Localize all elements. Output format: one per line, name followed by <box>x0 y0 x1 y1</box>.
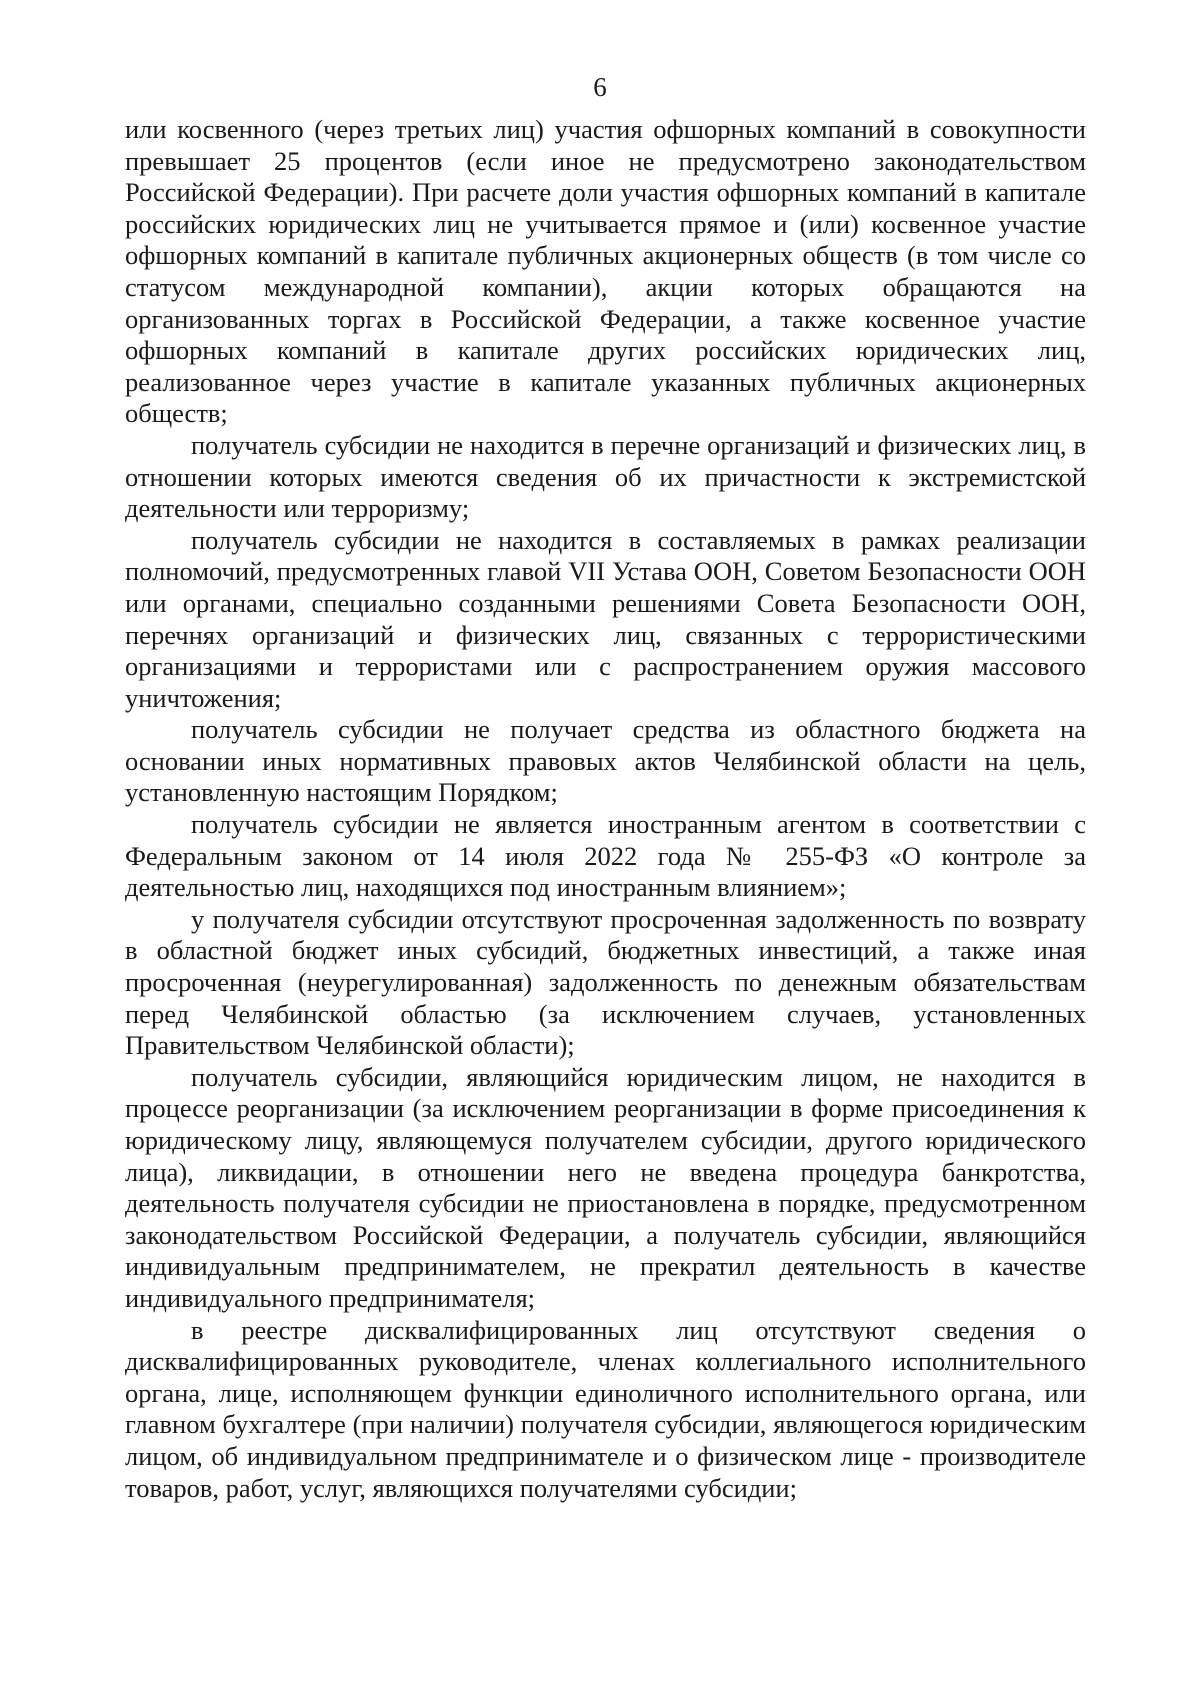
page-number: 6 <box>593 72 607 102</box>
paragraph-disqualified-persons: в реестре дисквалифицированных лиц отсутствуют сведения о дисквалифицированных руководителе, членах коллегиального исполнительного органа, лице, исполняющем функции единоличного исполнительного органа, или главном бухгалтере (при наличии) получателя субсидии, являющегося юридическим лицом, об индивидуальном предпринимателе и о физическом лице - производителе товаров, работ, услуг, являющихся получателями субсидии; <box>125 1314 1086 1503</box>
document-body <box>125 114 1086 1504</box>
paragraph-no-other-funding: получатель субсидии не получает средства из областного бюджета на основании иных нормативных правовых актов Челябинской области на цель, установленную настоящим Порядком; <box>125 714 1086 808</box>
paragraph-un-sanctions-list: получатель субсидии не находится в составляемых в рамках реализации полномочий, предусмотренных главой VII Устава ООН, Советом Безопасности ООН или органами, специально созданными решениями Совета Безопасности ООН, перечнях организаций и физических лиц, связанных с террористическими организациями и террористами или с распространением оружия массового уничтожения; <box>125 524 1086 713</box>
paragraph-extremism-list: получатель субсидии не находится в перечне организаций и физических лиц, в отношении которых имеются сведения об их причастности к экстремистской деятельности или терроризму; <box>125 429 1086 524</box>
paragraph-no-debt: у получателя субсидии отсутствуют просроченная задолженность по возврату в областной бюджет иных субсидий, бюджетных инвестиций, а также иная просроченная (неурегулированная) задолженность по денежным обязательствам перед Челябинской областью (за исключением случаев, установленных Правительством Челябинской области); <box>125 903 1086 1061</box>
paragraph-foreign-agent: получатель субсидии не является иностранным агентом в соответствии с Федеральным законом от 14 июля 2022 года № 255-ФЗ «О контроле за деятельностью лиц, находящихся под иностранным влиянием»; <box>125 809 1086 903</box>
paragraph-no-reorganization: получатель субсидии, являющийся юридическим лицом, не находится в процессе реорганизации (за исключением реорганизации в форме присоединения к юридическому лицу, являющемуся получателем субсидии, другого юридического лица), ликвидации, в отношении него не введена процедура банкротства, деятельность получателя субсидии не приостановлена в порядке, предусмотренном законодательством Российской Федерации, а получатель субсидии, являющийся индивидуальным предпринимателем, не прекратил деятельность в качестве индивидуального предпринимателя; <box>125 1061 1086 1313</box>
paragraph-offshore-participation: или косвенного (через третьих лиц) участия офшорных компаний в совокупности превышает 25 процентов (если иное не предусмотрено законодательством Российской Федерации). При расчете доли участия офшорных компаний в капитале российских юридических лиц не учитывается прямое и (или) косвенное участие офшорных компаний в капитале публичных акционерных обществ (в том числе со статусом международной компании), акции которых обращаются на организованных торгах в Российской Федерации, а также косвенное участие офшорных компаний в капитале других российских юридических лиц, реализованное через участие в капитале указанных публичных акционерных обществ; <box>125 114 1086 429</box>
